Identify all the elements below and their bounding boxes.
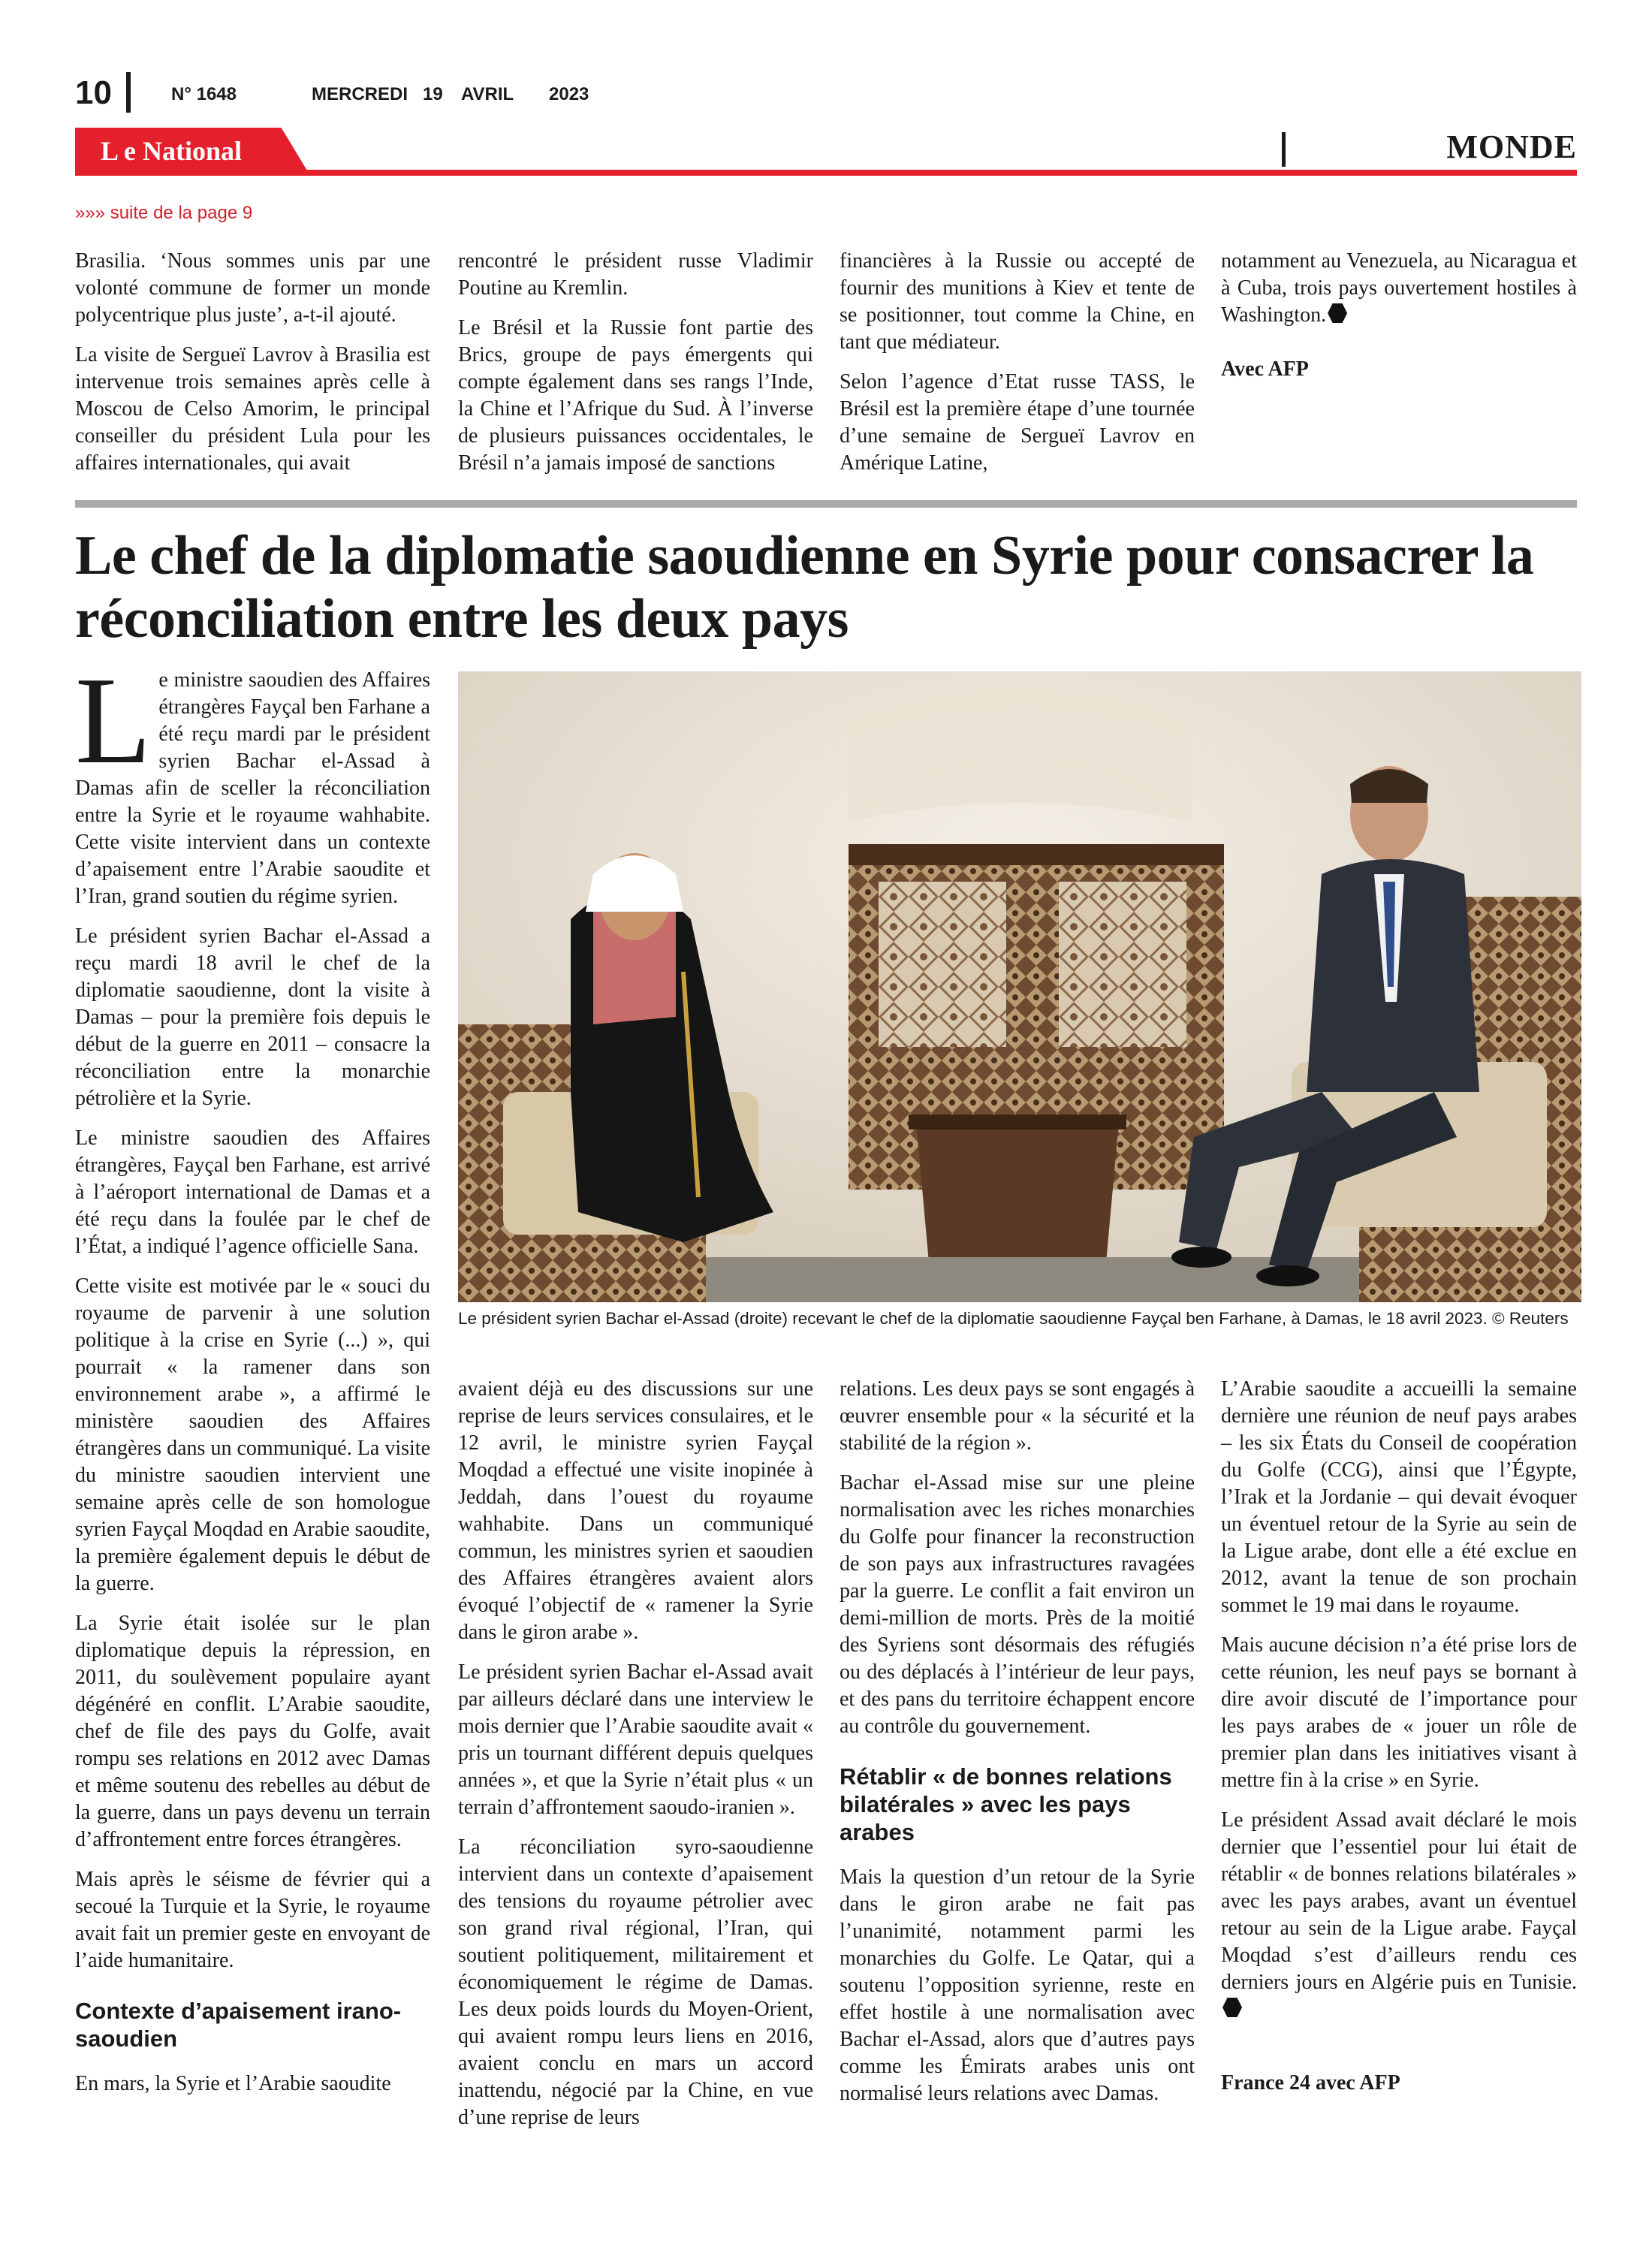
paragraph: rencontré le président russe Vladimir Poutine au Kremlin. — [458, 249, 813, 300]
continued-column-1 — [75, 248, 430, 490]
paragraph: Mais aucune décision n’a été prise lors de cette réunion, les neuf pays se bornant à dire avoir discuté de l’importance pour les pays arabes de « jouer un rôle de premier plan dans les initiatives visant à mettre fin à la crise » en Syrie. — [1221, 1633, 1577, 1792]
article-headline: Le chef de la diplomatie saoudienne en Syrie pour consacrer la réconciliation entre les deux pays — [75, 525, 1534, 650]
paragraph: Bachar el-Assad mise sur une pleine normalisation avec les riches monarchies du Golfe pour financer la reconstruction de son pays aux infrastructures ravagées par la guerre. Le conflit a fait environ un demi-million de morts. Près de la moitié des Syriens sont désormais des réfugiés ou des déplacés à l’intérieur de leur pays, et des pans du territoire échappent encore au contrôle du gouvernement. — [840, 1471, 1195, 1738]
paragraph: Brasilia. ‘Nous sommes unis par une volonté commune de former un monde polycentrique plus juste’, a-t-il ajouté. — [75, 249, 430, 327]
article-column-2 — [458, 1376, 813, 2144]
subheading: Rétablir « de bonnes relations bilatérales » avec les pays arabes — [840, 1763, 1172, 1845]
paragraph: avaient déjà eu des discussions sur une reprise de leurs services consulaires, et le 12 avril, le ministre syrien Fayçal Moqdad a effectué une visite inopinée à Jeddah, dans l’ouest du royaume wahhabite. Dans un communiqué commun, les ministres syrien et saoudien des Affaires étrangères avaient alors évoqué l’objectif de « ramener la Syrie dans le giron arabe ». — [458, 1377, 813, 1644]
issue-number: N° 1648 — [171, 84, 237, 104]
continued-column-4 — [1221, 248, 1577, 396]
paragraph: Cette visite est motivée par le « souci du royaume de parvenir à une solution politique à la crise en Syrie (...) », qui pourrait « la ramener dans son environnement arabe », a affirmé le ministère saoudien des Affaires étrangères dans un communiqué. La visite du ministre saoudien intervient une semaine après celle de son homologue syrien Fayçal Moqdad en Arabie saoudite, la première également depuis le début de la guerre. — [75, 1274, 430, 1595]
paragraph: financières à la Russie ou accepté de fournir des munitions à Kiev et tente de se positionner, tout comme la Chine, en tant que médiateur. — [840, 249, 1195, 354]
paragraph: Le ministre saoudien des Affaires étrangères, Fayçal ben Farhane, est arrivé à l’aéroport international de Damas et a été reçu dans la foulée par le chef de l’État, a indiqué l’agence officielle Sana. — [75, 1126, 430, 1258]
issue-date-number: 19 — [423, 84, 443, 104]
paragraph: En mars, la Syrie et l’Arabie saoudite — [75, 2072, 391, 2095]
paragraph: Mais la question d’un retour de la Syrie dans le giron arabe ne fait pas l’unanimité, notamment parmi les monarchies du Golfe. Le Qatar, qui a soutenu l’opposition syrienne, reste en effet hostile à une normalisation avec Bachar el-Assad, alors que d’autres pays comme les Émirats arabes unis ont normalisé leurs relations avec Damas. — [840, 1865, 1195, 2105]
article-photo — [458, 671, 1581, 1302]
article-column-1 — [75, 651, 430, 2110]
paragraph: Le président syrien Bachar el-Assad a reçu mardi 18 avril le chef de la diplomatie saoudienne, dont la visite à Damas – pour la première fois depuis le début de la guerre en 2011 – consacre la réconciliation entre la monarchie pétrolière et la Syrie. — [75, 924, 430, 1110]
end-of-article-icon — [1222, 1998, 1242, 2017]
subheading: Contexte d’apaisement irano-saoudien — [75, 1998, 402, 2052]
brand-name: L e National — [101, 136, 243, 166]
section-divider — [1282, 132, 1286, 167]
continued-column-3 — [840, 248, 1195, 490]
continued-column-2 — [458, 248, 813, 490]
lead-text: e ministre saoudien des Affaires étrangères Fayçal ben Farhane a été reçu mardi par le président syrien Bachar el-Assad à Damas afin de sceller la réconciliation entre la Syrie et le royaume wahhabite. Cette visite intervient dans un contexte d’apaisement entre l’Arabie saoudite et l’Iran, grand soutien du régime syrien. — [75, 668, 430, 908]
paragraph: Selon l’agence d’Etat russe TASS, le Brésil est la première étape d’une tournée d’une semaine de Sergueï Lavrov en Amérique Latine, — [840, 370, 1195, 475]
paragraph: Mais après le séisme de février qui a secoué la Turquie et la Syrie, le royaume avait fait un premier geste en envoyant de l’aide humanitaire. — [75, 1868, 430, 1972]
paragraph-text: notamment au Venezuela, au Nicaragua et à Cuba, trois pays ouvertement hostiles à Washington. — [1221, 249, 1577, 327]
photo-illustration — [458, 671, 1581, 1302]
paragraph — [1221, 1807, 1577, 2023]
paragraph: La Syrie était isolée sur le plan diplomatique depuis la répression, en 2011, du soulèvement populaire ayant dégénéré en conflit. L’Arabie saoudite, chef de file des pays du Golfe, avait rompu ses relations en 2012 avec Damas et même soutenu des rebelles au début de la guerre, dans un pays devenu un terrain d’affrontement entre forces étrangères. — [75, 1612, 430, 1851]
page-number: 10 — [75, 74, 112, 111]
issue-month: AVRIL — [461, 84, 514, 104]
article-signature: France 24 avec AFP — [1221, 2071, 1400, 2095]
drop-cap: L — [75, 651, 152, 789]
page-number-divider — [126, 72, 131, 113]
paragraph — [1221, 248, 1577, 329]
paragraph: La visite de Sergueï Lavrov à Brasilia est intervenue trois semaines après celle à Moscou de Celso Amorim, le principal conseiller du président Lula pour les affaires internationales, qui avait — [75, 343, 430, 475]
paragraph: Le Brésil et la Russie font partie des Brics, groupe de pays émergents qui compte également dans ses rangs l’Inde, la Chine et l’Afrique du Sud. À l’inverse de plusieurs puissances occidentales, le Brésil n’a jamais imposé de sanctions — [458, 316, 813, 475]
continued-from-label: »»» suite de la page 9 — [75, 203, 253, 223]
article-column-3 — [840, 1376, 1195, 2120]
paragraph: L’Arabie saoudite a accueilli la semaine dernière une réunion de neuf pays arabes – les six États du Conseil de coopération du Golfe (CCG), ainsi que l’Égypte, l’Irak et la Jordanie – qui devait évoquer un éventuel retour de la Syrie au sein de la Ligue arabe, dont elle a été exclue en 2012, avant la tenue de son prochain sommet le 19 mai dans le royaume. — [1221, 1377, 1577, 1617]
photo-caption: Le président syrien Bachar el-Assad (droite) recevant le chef de la diplomatie saoudienne Fayçal ben Farhane, à Damas, le 18 avril 2023. © Reuters — [458, 1309, 1569, 1328]
issue-day: MERCREDI — [312, 84, 408, 104]
article-signature: Avec AFP — [1221, 357, 1309, 381]
paragraph: Le président syrien Bachar el-Assad avait par ailleurs déclaré dans une interview le mois dernier que l’Arabie saoudite avait « pris un tournant différent depuis quelques années », et que la Syrie n’était plus « un terrain d’affrontement saoudo-iranien ». — [458, 1660, 813, 1819]
section-title: MONDE — [1446, 128, 1577, 165]
paragraph: La réconciliation syro-saoudienne intervient dans un contexte d’apaisement des tensions du royaume pétrolier avec son grand rival régional, l’Iran, qui soutient politiquement, militairement et économiquement le régime de Damas. Les deux poids lourds du Moyen-Orient, qui avaient rompu leurs liens en 2016, avaient conclu en mars un accord inattendu, négocié par la Chine, en vue d’une reprise de leurs — [458, 1835, 813, 2129]
paragraph: relations. Les deux pays se sont engagés à œuvrer ensemble pour « la sécurité et la stabilité de la région ». — [840, 1377, 1195, 1455]
lead-paragraph — [75, 651, 430, 910]
issue-year: 2023 — [549, 84, 589, 104]
paragraph-text: Le président Assad avait déclaré le mois dernier que l’essentiel pour lui était de rétablir « de bonnes relations bilatérales » avec les pays arabes, avant un éventuel retour au sein de la Ligue arabe. Fayçal Moqdad s’est d’ailleurs rendu ces derniers jours en Algérie puis en Tunisie. — [1221, 1808, 1577, 1994]
article-column-4 — [1221, 1376, 1577, 2110]
article-separator — [75, 500, 1577, 508]
end-of-article-icon — [1328, 303, 1347, 323]
